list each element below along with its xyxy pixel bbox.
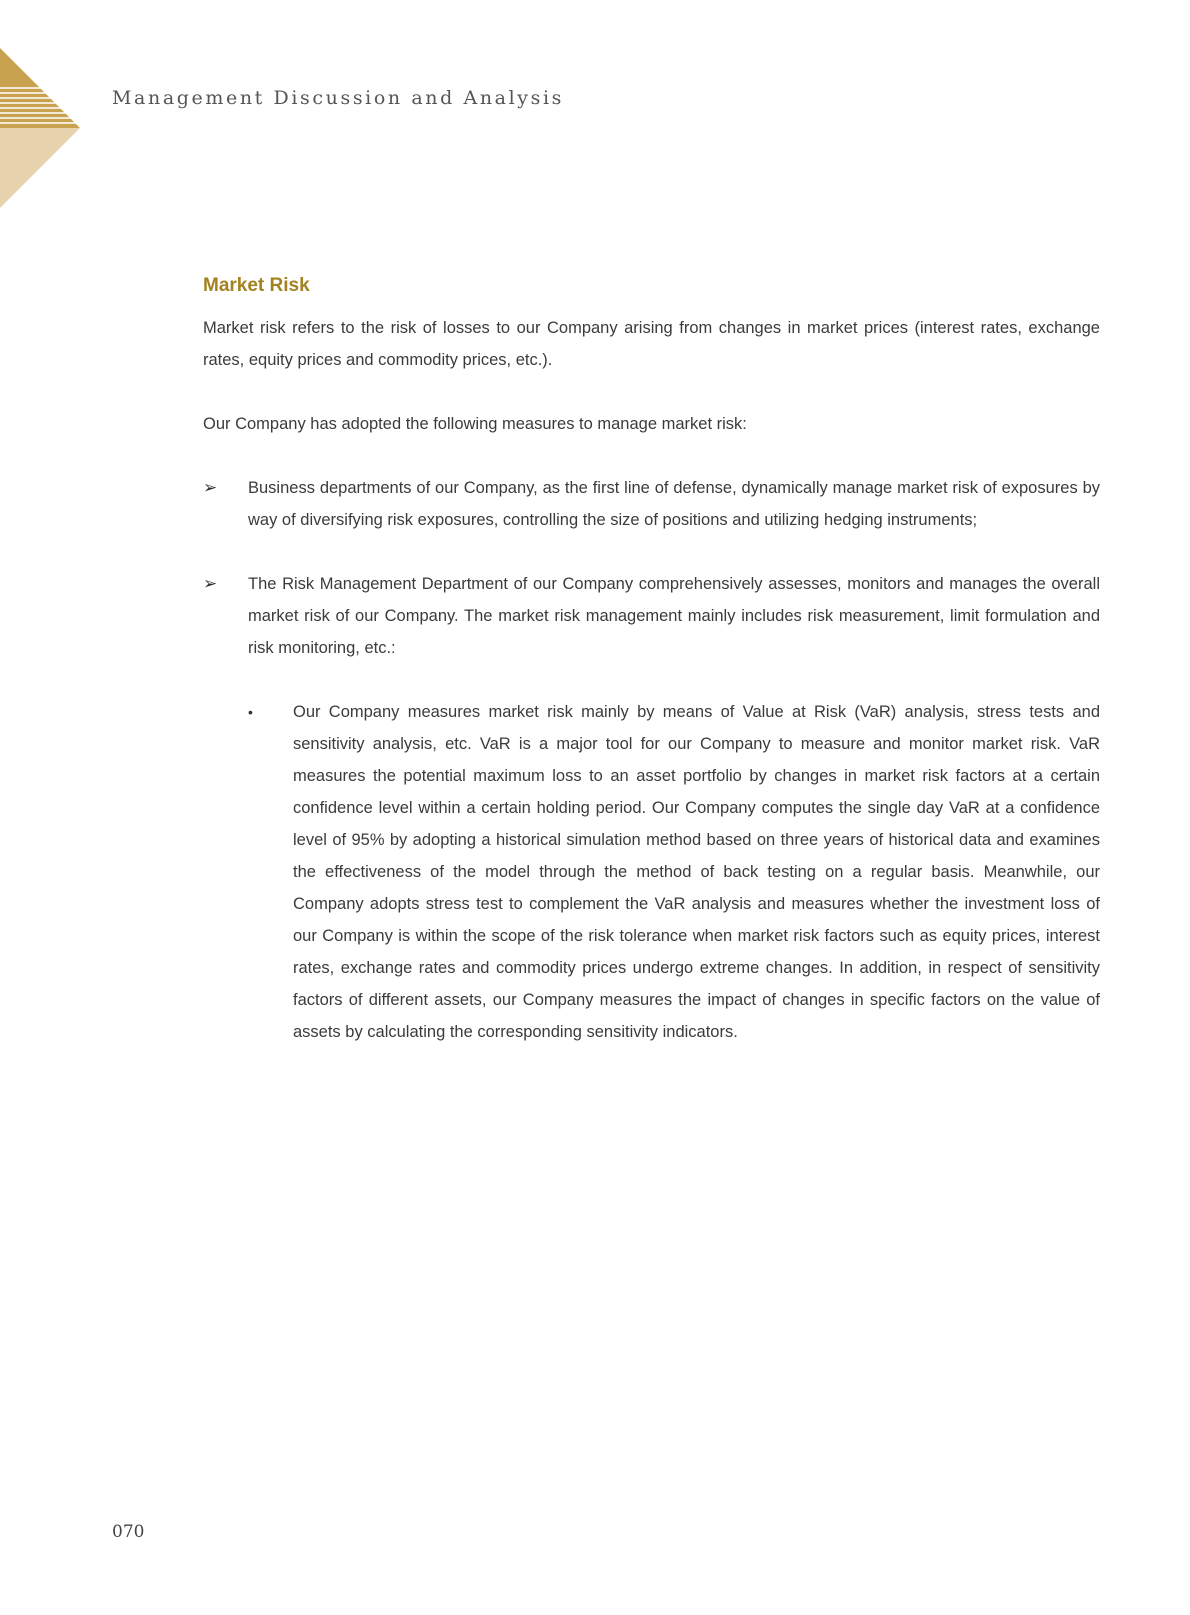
section-title: Market Risk xyxy=(203,275,310,296)
arrow-bullet-icon: ➢ xyxy=(203,574,218,593)
intro-paragraph: Market risk refers to the risk of losses to our Company arising from changes in market prices (interest rates, exchange rates, equity prices and commodity prices, etc.). xyxy=(203,319,1100,369)
main-content xyxy=(203,274,1100,1048)
sub-list xyxy=(248,696,1100,1048)
dot-bullet-icon: • xyxy=(248,704,253,720)
measure-item xyxy=(203,568,1100,664)
measures-intro: Our Company has adopted the following measures to manage market risk: xyxy=(203,415,747,433)
sub-list-item xyxy=(248,696,1100,1048)
arrow-bullet-icon: ➢ xyxy=(203,478,218,497)
measure-text: The Risk Management Department of our Company comprehensively assesses, monitors and manages the overall market risk of our Company. The market risk management mainly includes risk measurement, limit formulation and risk monitoring, etc.: xyxy=(248,575,1100,657)
measure-item xyxy=(203,472,1100,536)
corner-decoration xyxy=(0,48,80,208)
measure-text: Business departments of our Company, as the first line of defense, dynamically manage market risk of exposures by way of diversifying risk exposures, controlling the size of positions and utilizing hedging instruments; xyxy=(248,479,1100,529)
page-number: 070 xyxy=(112,1522,145,1542)
sub-item-text: Our Company measures market risk mainly by means of Value at Risk (VaR) analysis, stress tests and sensitivity analysis, etc. VaR is a major tool for our Company to measure and monitor market risk. VaR measures the potential maximum loss to an asset portfolio by changes in market risk factors at a certain confidence level within a certain holding period. Our Company computes the single day VaR at a confidence level of 95% by adopting a historical simulation method based on three years of historical data and examines the effectiveness of the model through the method of back testing on a regular basis. Meanwhile, our Company adopts stress test to complement the VaR analysis and measures whether the investment loss of our Company is within the scope of the risk tolerance when market risk factors such as equity prices, interest rates, exchange rates and commodity prices undergo extreme changes. In addition, in respect of sensitivity factors of different assets, our Company measures the impact of changes in specific factors on the value of assets by calculating the corresponding sensitivity indicators. xyxy=(293,703,1100,1041)
running-header: Management Discussion and Analysis xyxy=(112,87,564,109)
